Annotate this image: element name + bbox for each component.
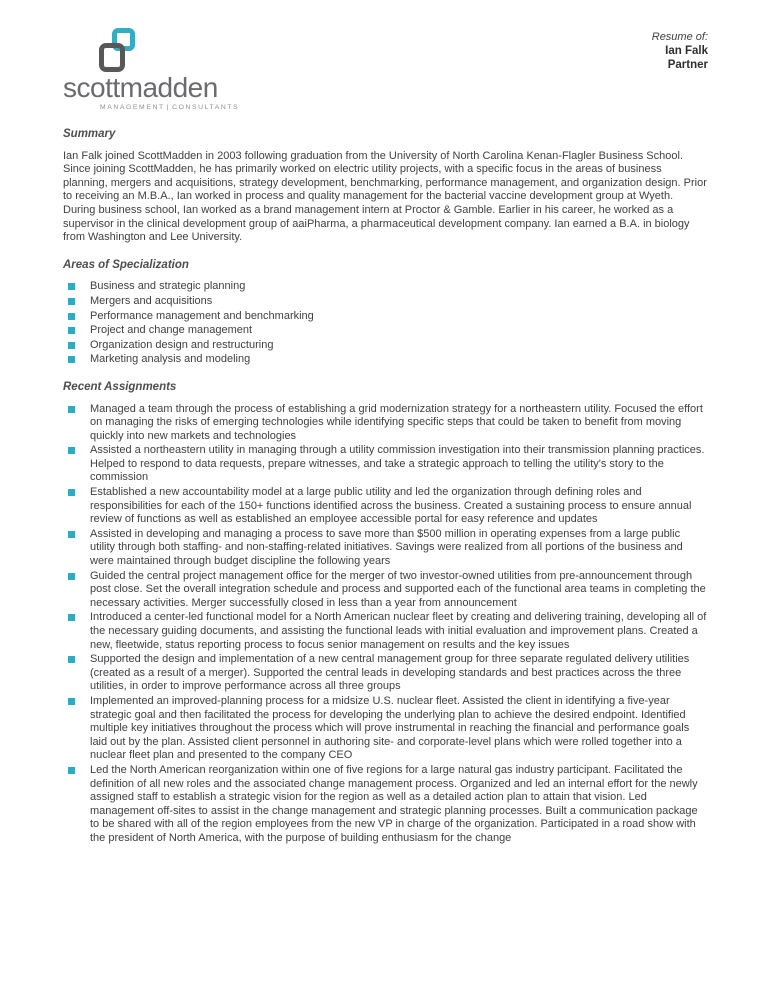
- logo-wordmark: scottmadden: [63, 72, 218, 103]
- assignment-item-text: Implemented an improved-planning process for a midsize U.S. nuclear fleet. Assisted the client in identifying a five-year strategic goal and then facilitated the process for developing the underlying plan to achieve the desired endpoint. Identified multiple key initiatives throughout the process which will prove instrumental in reaching the financial and performance goals laid out by the plan. Assisted client personnel in authoring site- and corporate-level plans which were rolled together into a nuclear fleet plan and presented to the company CEO: [90, 694, 690, 762]
- logo-tagline-separator: |: [166, 104, 171, 111]
- assignment-list-item: [68, 403, 708, 444]
- assignment-list-item: [68, 528, 708, 569]
- square-bullet-icon: [68, 342, 75, 349]
- person-title: Partner: [667, 59, 708, 71]
- logo-gray-square-icon: [99, 43, 125, 72]
- assignment-item-text: Led the North American reorganization within one of five regions for a large natural gas industry participant. Facilitated the definition of all new roles and the associated change management process. Organized and led an internal effort for the newly assigned staff to establish a strategic vision for the region as well as a detailed action plan to attain that vision. Led management off-sites to assist in the change management and strategic planning processes. Built a communication package to be shared with all of the region employees from the new VP in charge of the organization. Participated in a road show with the president of North America, with the purpose of building enthusiasm for the change: [90, 763, 698, 844]
- scottmadden-logo: [63, 26, 239, 112]
- assignment-list-item: [68, 611, 708, 652]
- specialization-item-text: Marketing analysis and modeling: [90, 353, 251, 366]
- assignment-list-item: [68, 653, 708, 694]
- square-bullet-icon: [68, 698, 75, 705]
- assignment-list-item: [68, 695, 708, 763]
- assignment-list-item: [68, 486, 708, 527]
- person-name: Ian Falk: [665, 45, 708, 57]
- square-bullet-icon: [68, 531, 75, 538]
- square-bullet-icon: [68, 327, 75, 334]
- square-bullet-icon: [68, 447, 75, 454]
- logo-tagline: [100, 104, 239, 112]
- summary-paragraph: Ian Falk joined ScottMadden in 2003 following graduation from the University of North Carolina Kenan-Flagler Business School. Since joining ScottMadden, he has primarily worked on electric utility projects, with a specific focus in the areas of business planning, mergers and acquisitions, strategy development, benchmarking, performance management, and organization design. Prior to receiving an M.B.A., Ian worked in process and quality management for the bacterial vaccine development group at Wyeth. During business school, Ian worked as a brand management intern at Proctor & Gamble. Earlier in his career, he worked as a supervisor in the clinical development group of aaiPharma, a pharmaceutical development company. Ian earned a B.A. in biology from Washington and Lee University.: [63, 149, 707, 244]
- assignment-list-item: [68, 764, 708, 846]
- square-bullet-icon: [68, 489, 75, 496]
- assignment-item-text: Managed a team through the process of establishing a grid modernization strategy for a northeastern utility. Focused the effort on managing the risks of emerging technologies while identifying specific steps that could be taken to benefit from moving quickly into new markets and technologies: [90, 402, 703, 442]
- assignment-item-text: Assisted in developing and managing a process to save more than $500 million in operating expenses from a large public utility through both staffing- and non-staffing-related initiatives. Savings were realized from all portions of the business and were maintained through budget discipline the following years: [90, 527, 683, 568]
- square-bullet-icon: [68, 656, 75, 663]
- assignment-list-item: [68, 570, 708, 611]
- logo-tagline-left: MANAGEMENT: [100, 104, 165, 111]
- specialization-list-item: [68, 339, 708, 353]
- assignment-item-text: Supported the design and implementation of a new central management group for three separate regulated delivery utilities (created as a result of a merger). Supported the central leads in developing standards and best practices across the three utilities, in order to improve performance across all three groups: [90, 653, 690, 693]
- logo-tagline-right: CONSULTANTS: [172, 104, 240, 111]
- document-header: [63, 26, 708, 112]
- specialization-list: [63, 280, 708, 367]
- recent-assignments-heading: Recent Assignments: [63, 380, 177, 393]
- assignment-list-item: [68, 444, 708, 485]
- resume-identity-block: [652, 26, 708, 72]
- specialization-item-text: Business and strategic planning: [90, 280, 246, 293]
- assignment-item-text: Established a new accountability model at a large public utility and led the organization through defining roles and responsibilities for each of the 150+ functions identified across the business. Created a sustaining process to ensure annual review of functions as well as established an employee accessible portal for easy reference and updates: [90, 486, 692, 526]
- specialization-list-item: [68, 310, 708, 324]
- square-bullet-icon: [68, 313, 75, 320]
- specialization-list-item: [68, 280, 708, 294]
- areas-of-specialization-heading: Areas of Specialization: [63, 258, 189, 271]
- square-bullet-icon: [68, 573, 75, 580]
- square-bullet-icon: [68, 283, 75, 290]
- resume-of-label: Resume of:: [651, 31, 708, 43]
- specialization-item-text: Mergers and acquisitions: [90, 294, 213, 307]
- specialization-list-item: [68, 295, 708, 309]
- assignment-item-text: Guided the central project management office for the merger of two investor-owned utilities from pre-announcement through post close. Set the overall integration schedule and process and supported each of the functional area teams in completing the necessary activities. Merger successfully closed in less than a year from announcement: [90, 569, 706, 609]
- specialization-item-text: Organization design and restructuring: [90, 338, 274, 351]
- square-bullet-icon: [68, 767, 75, 774]
- summary-heading: Summary: [63, 128, 116, 140]
- scottmadden-logo-icon: [99, 28, 135, 72]
- specialization-item-text: Project and change management: [90, 324, 253, 337]
- assignment-item-text: Assisted a northeastern utility in managing through a utility commission investigation into their transmission planning practices. Helped to respond to data requests, prepare witnesses, and take a strategic approach to telling the utility's story to the commission: [90, 444, 705, 484]
- square-bullet-icon: [68, 406, 75, 413]
- square-bullet-icon: [68, 298, 75, 305]
- square-bullet-icon: [68, 356, 75, 363]
- square-bullet-icon: [68, 614, 75, 621]
- assignment-item-text: Introduced a center-led functional model for a North American nuclear fleet by creating and delivering training, developing all of the necessary guiding documents, and assisting the functional leads with initial evaluation and improvement plans. Created a new, fleetwide, status reporting process to focus senior management on results and the key issues: [90, 611, 707, 651]
- specialization-list-item: [68, 324, 708, 338]
- specialization-item-text: Performance management and benchmarking: [90, 309, 314, 322]
- assignments-list: [63, 403, 708, 846]
- specialization-list-item: [68, 353, 708, 367]
